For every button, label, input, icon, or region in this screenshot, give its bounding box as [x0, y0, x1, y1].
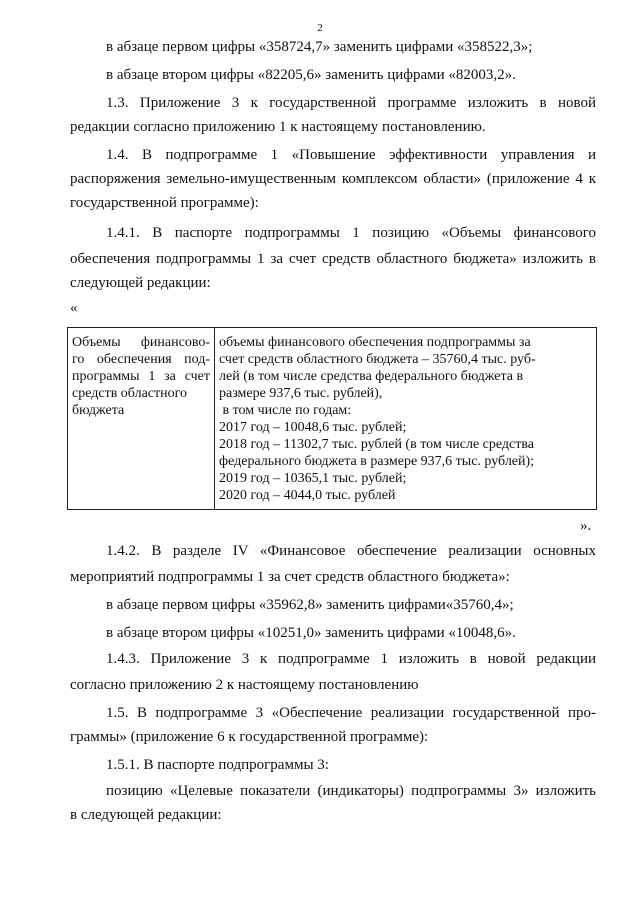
closing-quote: ».: [580, 518, 592, 534]
cell-line: объемы финансового обеспечения подпрограммы за: [219, 335, 531, 350]
paragraph-1-4-3-line: согласно приложению 2 к настоящему постановлению: [70, 677, 419, 693]
table-cell-value: [215, 328, 597, 510]
cell-line: 2017 год – 10048,6 тыс. рублей;: [219, 420, 407, 435]
cell-line: 2020 год – 4044,0 тыс. рублей: [219, 488, 396, 503]
cell-line: федерального бюджета в размере 937,6 тыс. рублей);: [219, 454, 535, 469]
table-cell-label: [68, 328, 215, 510]
paragraph-line: в следующей редакции:: [70, 807, 222, 823]
paragraph-line: в абзаце втором цифры «82205,6» заменить цифрами «82003,2».: [106, 67, 516, 83]
cell-line: 2018 год – 11302,7 тыс. рублей (в том числе средства: [219, 437, 535, 452]
paragraph-1-4-2-line: мероприятий подпрограммы 1 за счет средств областного бюджета»:: [70, 569, 510, 585]
paragraph-1-4-2-line: 1.4.2. В разделе IV «Финансовое обеспечение реализации основных: [106, 543, 596, 559]
cell-line: размере 937,6 тыс. рублей),: [219, 386, 383, 401]
paragraph-1-4-line: государственной программе):: [70, 195, 259, 211]
paragraph-line: позицию «Целевые показатели (индикаторы) подпрограммы 3» изложить: [106, 783, 596, 799]
cell-line: бюджета: [72, 403, 125, 418]
cell-line: 2019 год – 10365,1 тыс. рублей;: [219, 471, 407, 486]
paragraph-1-4-line: 1.4. В подпрограмме 1 «Повышение эффективности управления и: [106, 147, 596, 163]
paragraph-1-3-line: редакции согласно приложению 1 к настоящему постановлению.: [70, 119, 486, 135]
paragraph-1-5-1-line: 1.5.1. В паспорте подпрограммы 3:: [106, 757, 329, 773]
cell-line: Объемы финансово-: [72, 335, 210, 350]
table-row: [68, 328, 597, 510]
paragraph-1-4-3-line: 1.4.3. Приложение 3 к подпрограмме 1 изложить в новой редакции: [106, 651, 596, 667]
paragraph-line: в абзаце первом цифры «358724,7» заменить цифрами «358522,3»;: [106, 39, 533, 55]
cell-line: лей (в том числе средства федерального бюджета в: [219, 369, 524, 384]
paragraph-1-4-1-line: обеспечения подпрограммы 1 за счет средств областного бюджета» изложить в: [70, 251, 596, 267]
cell-line: счет средств областного бюджета – 35760,4 тыс. руб-: [219, 352, 536, 367]
paragraph-1-4-1-line: следующей редакции:: [70, 275, 211, 291]
paragraph-line: в абзаце втором цифры «10251,0» заменить цифрами «10048,6».: [106, 625, 516, 641]
paragraph-line: в абзаце первом цифры «35962,8» заменить цифрами«35760,4»;: [106, 597, 514, 613]
page-number: 2: [317, 22, 323, 34]
cell-line: го обеспечения под-: [72, 352, 210, 367]
cell-line: средств областного: [72, 386, 188, 401]
cell-line: в том числе по годам:: [219, 403, 352, 418]
paragraph-1-5-line: 1.5. В подпрограмме 3 «Обеспечение реализации государственной про-: [106, 705, 596, 721]
paragraph-1-5-line: граммы» (приложение 6 к государственной программе):: [70, 729, 429, 745]
passport-table: [67, 327, 597, 510]
paragraph-1-3-line: 1.3. Приложение 3 к государственной программе изложить в новой: [106, 95, 596, 111]
paragraph-1-4-line: распоряжения земельно-имущественным комплексом области» (приложение 4 к: [70, 171, 596, 187]
paragraph-1-4-1-line: 1.4.1. В паспорте подпрограммы 1 позицию «Объемы финансового: [106, 225, 596, 241]
cell-line: программы 1 за счет: [72, 369, 210, 384]
opening-quote: «: [70, 300, 78, 316]
